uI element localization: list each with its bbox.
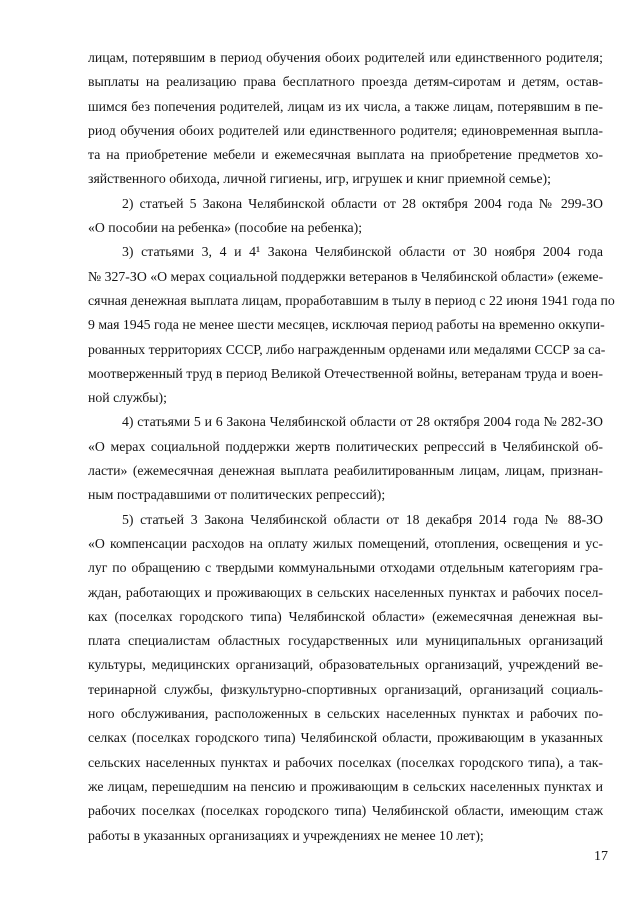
text-line: рабочих поселках (поселках городского типа) Челябинской области, имеющим стаж <box>88 803 603 819</box>
text-line: ках (поселках городского типа) Челябинской области» (ежемесячная денежная вы- <box>88 608 603 624</box>
paragraph <box>88 410 603 507</box>
text-line: ной службы); <box>88 390 167 406</box>
text-line: № 327-ЗО «О мерах социальной поддержки ветеранов в Челябинской области» (ежеме- <box>88 268 604 284</box>
text-line: культуры, медицинских организаций, образовательных организаций, учреждений ве- <box>88 657 603 673</box>
text-line: работы в указанных организациях и учреждениях не менее 10 лет); <box>88 827 484 843</box>
text-line: зяйственного обихода, личной гигиены, игр, игрушек и книг приемной семье); <box>88 171 551 187</box>
text-line: «О компенсации расходов на оплату жилых помещений, отопления, освещения и ус- <box>88 535 603 551</box>
text-line: ласти» (ежемесячная денежная выплата реабилитированным лицам, лицам, признан- <box>88 463 603 479</box>
text-line: 4) статьями 5 и 6 Закона Челябинской области от 28 октября 2004 года № 282-ЗО <box>122 414 603 430</box>
text-line: луг по обращению с твердыми коммунальными отходами отдельным категориям гра- <box>88 560 603 576</box>
text-line: рованных территориях СССР, либо награжденным орденами или медалями СССР за са- <box>88 341 606 357</box>
text-line: ного обслуживания, расположенных в сельских населенных пунктах и рабочих по- <box>88 706 603 722</box>
text-line: риод обучения обоих родителей или единственного родителя; единовременная выпла- <box>88 122 603 138</box>
page-number: 17 <box>594 849 608 864</box>
text-line: та на приобретение мебели и ежемесячная выплата на приобретение предметов хо- <box>88 147 603 163</box>
text-line: ным пострадавшими от политических репрессий); <box>88 487 386 503</box>
text-line: 5) статьей 3 Закона Челябинской области от 18 декабря 2014 года № 88-ЗО <box>122 511 603 527</box>
text-line: сельских населенных пунктах и рабочих поселках (поселках городского типа), а так- <box>88 754 603 770</box>
text-line: же лицам, перешедшим на пенсию и проживающим в сельских населенных пунктах и <box>88 778 603 794</box>
text-line: селках (поселках городского типа) Челябинской области, проживающим в указанных <box>88 730 603 746</box>
text-line: лицам, потерявшим в период обучения обоих родителей или единственного родителя; <box>88 50 603 65</box>
text-line: теринарной службы, физкультурно-спортивных организаций, организаций социаль- <box>88 681 603 697</box>
text-line: выплаты на реализацию права бесплатного проезда детям-сиротам и детям, остав- <box>88 74 603 90</box>
paragraph <box>88 46 603 192</box>
paragraph <box>88 192 603 241</box>
text-line: сячная денежная выплата лицам, проработавшим в тылу в период с 22 июня 1941 года по <box>88 292 615 308</box>
text-line: 9 мая 1945 года не менее шести месяцев, исключая период работы на временно оккупи- <box>88 317 605 333</box>
text-line: «О мерах социальной поддержки жертв политических репрессий в Челябинской об- <box>88 438 603 454</box>
text-line: моотверженный труд в период Великой Отечественной войны, ветеранам труда и воен- <box>88 365 603 381</box>
text-line: шимся без попечения родителей, лицам из их числа, а также лицам, потерявшим в пе- <box>88 98 603 114</box>
text-line: 2) статьей 5 Закона Челябинской области от 28 октября 2004 года № 299-ЗО <box>122 195 603 211</box>
text-line: «О пособии на ребенка» (пособие на ребенка); <box>88 220 363 236</box>
paragraph <box>88 240 615 410</box>
text-line: 3) статьями 3, 4 и 4¹ Закона Челябинской области от 30 ноября 2004 года <box>122 244 603 260</box>
document-body <box>88 46 615 848</box>
text-line: плата специалистам областных государственных или муниципальных организаций <box>88 633 603 649</box>
paragraph <box>88 508 603 848</box>
text-line: ждан, работающих и проживающих в сельских населенных пунктах и рабочих посел- <box>88 584 603 600</box>
